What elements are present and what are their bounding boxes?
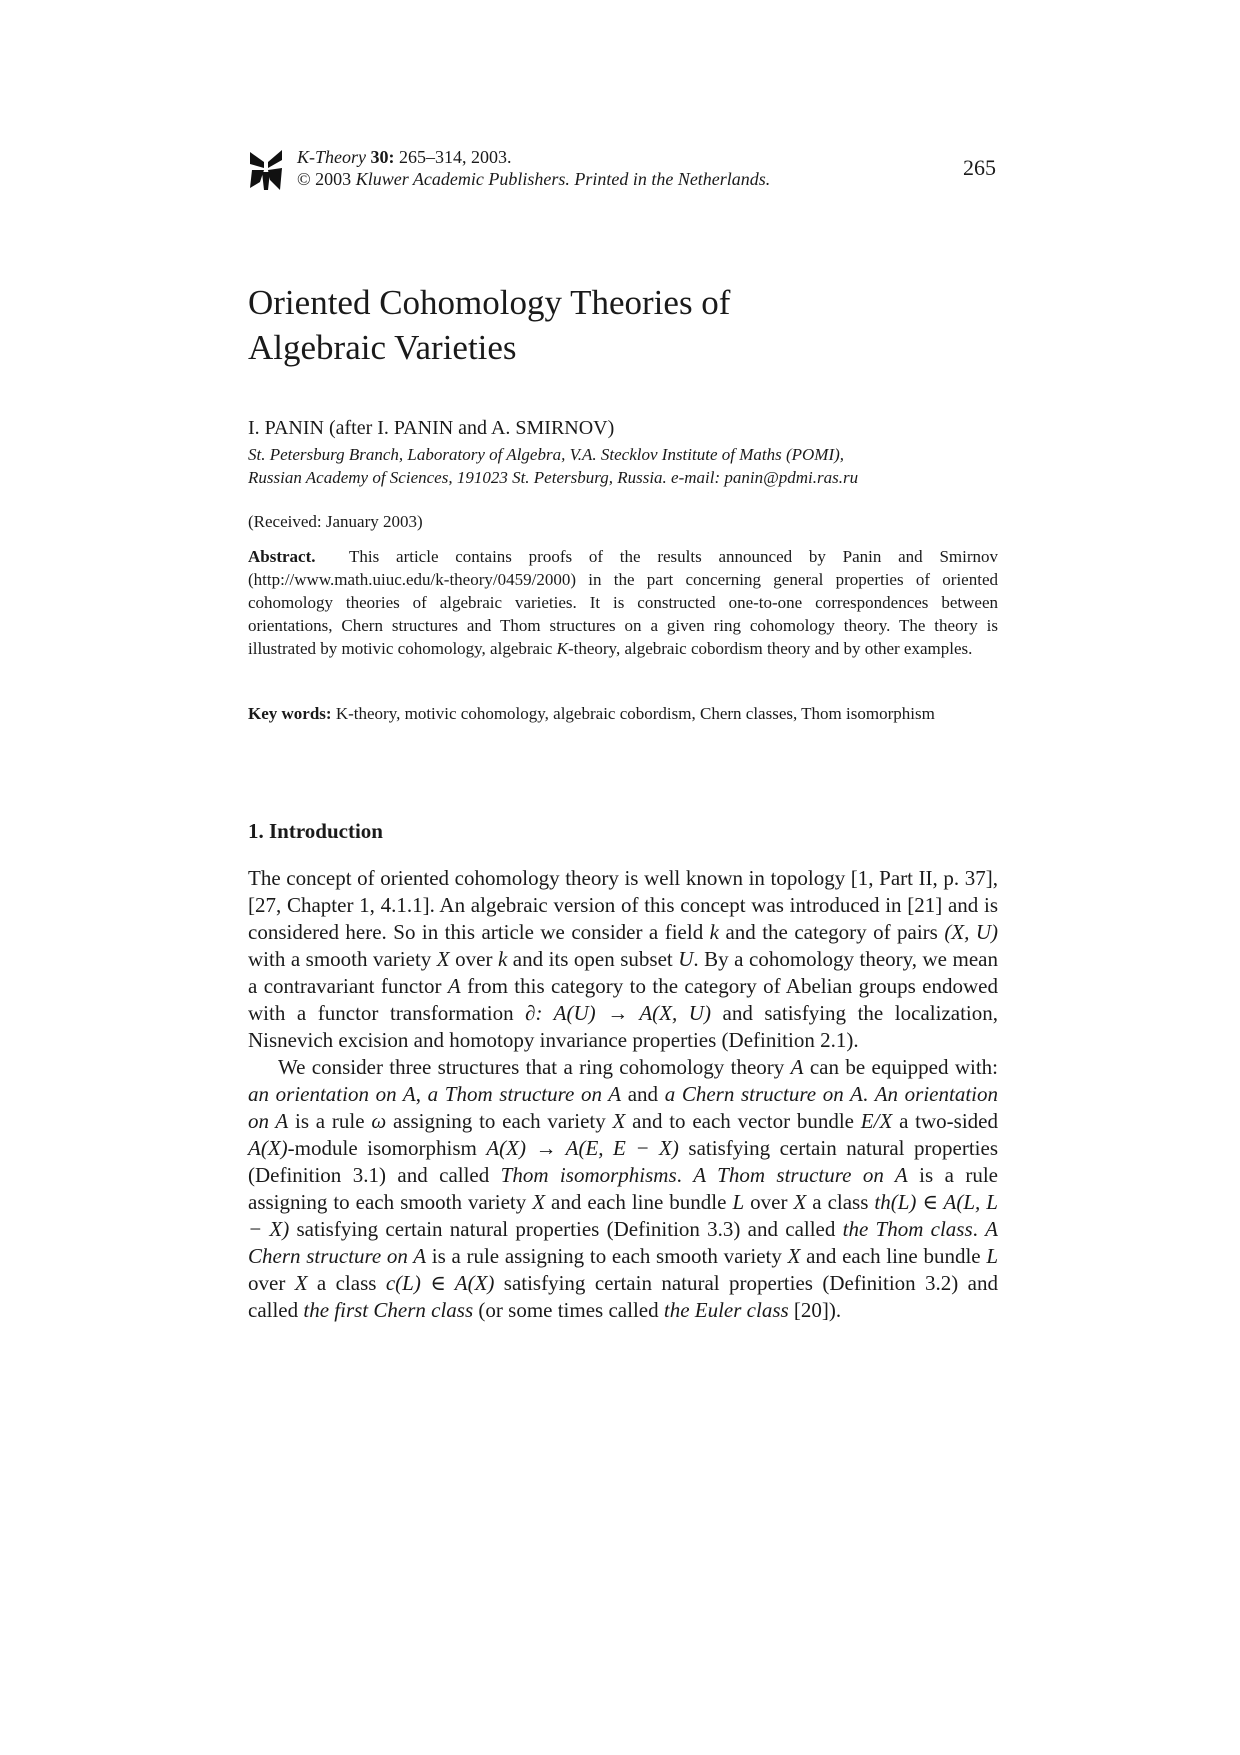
title-line-1: Oriented Cohomology Theories of xyxy=(248,283,731,322)
p2-text: We consider three structures that a ring cohomology theory xyxy=(278,1055,791,1079)
p1-math: X xyxy=(436,947,450,971)
p2-emph: A Thom structure on A xyxy=(693,1163,908,1187)
p2-text: over xyxy=(744,1190,794,1214)
p2-emph: a Thom structure on A xyxy=(427,1082,622,1106)
p2-text: and each line bundle xyxy=(800,1244,987,1268)
received-date: (Received: January 2003) xyxy=(248,512,423,531)
copyright: © 2003 xyxy=(297,169,352,189)
p2-math: E/X xyxy=(860,1109,893,1133)
p1-math: (X, U) xyxy=(944,920,998,944)
keywords-label: Key words: xyxy=(248,704,332,723)
p2-math: th(L) ∈ A(L, L − X) xyxy=(248,1190,998,1241)
paragraph-2 xyxy=(248,1054,998,1324)
p2-text: and each line bundle xyxy=(545,1190,733,1214)
p2-math: L xyxy=(986,1244,998,1268)
p2-text: and xyxy=(621,1082,665,1106)
p1-text: with a smooth variety xyxy=(248,947,437,971)
abstract-label: Abstract. xyxy=(248,547,316,566)
p2-math: X xyxy=(294,1271,308,1295)
journal-volume: 30: xyxy=(370,147,395,167)
p2-text: satisfying certain natural properties (Definition 3.2) and called xyxy=(248,1271,998,1322)
keywords xyxy=(248,702,1008,725)
publisher: Kluwer Academic Publishers. Printed in the Netherlands. xyxy=(355,169,771,189)
p2-text: is a rule assigning to each smooth variety xyxy=(248,1163,998,1214)
abstract-text-1: This article contains proofs of the results announced by Panin and Smirnov (http://www.math.uiuc.edu/k-theory/0459/2000) in the part concerning general properties of oriented cohomology theories of algebraic varieties. It is constructed one-to-one correspondences between orientations, Chern structures and Thom structures on a given ring cohomology theory. The theory is illustrated by motivic cohomology, algebraic xyxy=(248,547,999,658)
section-heading-introduction: 1. Introduction xyxy=(248,819,383,843)
p1-text: and satisfying the localization, Nisnevich excision and homotopy invariance properties (Definition 2.1). xyxy=(248,1001,998,1052)
p2-math: X xyxy=(793,1190,807,1214)
page-number: 265 xyxy=(963,155,996,180)
p2-text: assigning to each variety xyxy=(386,1109,613,1133)
p2-text: is a rule assigning to each smooth variety xyxy=(426,1244,788,1268)
p2-emph: the Thom class xyxy=(842,1217,973,1241)
p2-math: c(L) ∈ A(X) xyxy=(385,1271,495,1295)
p1-math: k xyxy=(497,947,508,971)
p2-text: . xyxy=(972,1217,986,1241)
p2-text: a class xyxy=(806,1190,875,1214)
p2-math: A(X) → A(E, E − X) xyxy=(486,1136,679,1160)
p2-text: over xyxy=(248,1271,295,1295)
p1-text: The concept of oriented cohomology theory is well known in topology [1, Part II, p. 37], [27, Chapter 1, 4.1.1]. An algebraic version of this concept was introduced in [21] and is considered here. So in this article we consider a field xyxy=(248,866,998,944)
p2-emph: a Chern structure on A xyxy=(664,1082,863,1106)
title-line-2: Algebraic Varieties xyxy=(248,328,517,367)
abstract-text-2: -theory, algebraic cobordism theory and by other examples. xyxy=(567,639,973,658)
p1-text: over xyxy=(449,947,498,971)
journal-name: K-Theory xyxy=(297,147,366,167)
abstract-k: K xyxy=(556,639,568,658)
p2-text: and to each vector bundle xyxy=(625,1109,861,1133)
p2-text: . xyxy=(862,1082,875,1106)
p2-math: X xyxy=(532,1190,546,1214)
p2-emph: an orientation on A xyxy=(248,1082,416,1106)
affiliation-line-2: Russian Academy of Sciences, 191023 St. Petersburg, Russia. e-mail: panin@pdmi.ras.ru xyxy=(248,468,859,487)
paragraph-1 xyxy=(248,865,998,1054)
p1-math: A xyxy=(447,974,461,998)
journal-line-2 xyxy=(297,168,770,190)
p1-math: ∂: A(U) → A(X, U) xyxy=(525,1001,711,1025)
p2-math: ω xyxy=(371,1109,387,1133)
publisher-logo-icon xyxy=(248,148,284,192)
p2-text: is a rule xyxy=(288,1109,372,1133)
journal-line-1 xyxy=(297,146,770,168)
p2-text: satisfying certain natural properties (Definition 3.1) and called xyxy=(248,1136,998,1187)
affiliation-line-1: St. Petersburg Branch, Laboratory of Algebra, V.A. Stecklov Institute of Maths (POMI), xyxy=(248,445,845,464)
p2-emph: An orientation on A xyxy=(248,1082,999,1133)
journal-citation xyxy=(297,146,770,190)
p2-emph: the first Chern class xyxy=(303,1298,474,1322)
p1-text: and the category of pairs xyxy=(718,920,945,944)
p2-math: A(X) xyxy=(248,1136,288,1160)
p2-text: (or some times called xyxy=(473,1298,664,1322)
article-title xyxy=(248,280,730,370)
p2-math: A xyxy=(790,1055,804,1079)
p1-text: and its open subset xyxy=(507,947,679,971)
p2-text: satisfying certain natural properties (Definition 3.3) and called xyxy=(289,1217,843,1241)
p1-text: . By a cohomology theory, we mean a contravariant functor xyxy=(248,947,998,998)
introduction-body xyxy=(248,865,998,1324)
p2-text: a two-sided xyxy=(892,1109,998,1133)
p2-math: X xyxy=(787,1244,801,1268)
affiliation xyxy=(248,443,858,489)
authors: I. PANIN (after I. PANIN and A. SMIRNOV) xyxy=(248,417,615,439)
journal-pages: 265–314, 2003. xyxy=(399,147,512,167)
p2-text: , xyxy=(415,1082,428,1106)
keywords-text: K-theory, motivic cohomology, algebraic cobordism, Chern classes, Thom isomorphism xyxy=(335,704,935,723)
p2-text: a class xyxy=(307,1271,386,1295)
p1-math: U xyxy=(678,947,694,971)
p2-emph: the Euler class xyxy=(663,1298,789,1322)
p2-text: . xyxy=(676,1163,694,1187)
p1-text: from this category to the category of Abelian groups endowed with a functor transformation xyxy=(248,974,998,1025)
p2-math: X xyxy=(612,1109,626,1133)
p2-emph: Thom isomorphisms xyxy=(500,1163,677,1187)
p2-text: can be equipped with: xyxy=(803,1055,998,1079)
p2-text: [20]). xyxy=(788,1298,842,1322)
p1-math: k xyxy=(709,920,719,944)
p2-emph: A Chern structure on A xyxy=(248,1217,998,1268)
p2-math: L xyxy=(732,1190,745,1214)
abstract xyxy=(248,545,998,660)
p2-text: -module isomorphism xyxy=(287,1136,487,1160)
